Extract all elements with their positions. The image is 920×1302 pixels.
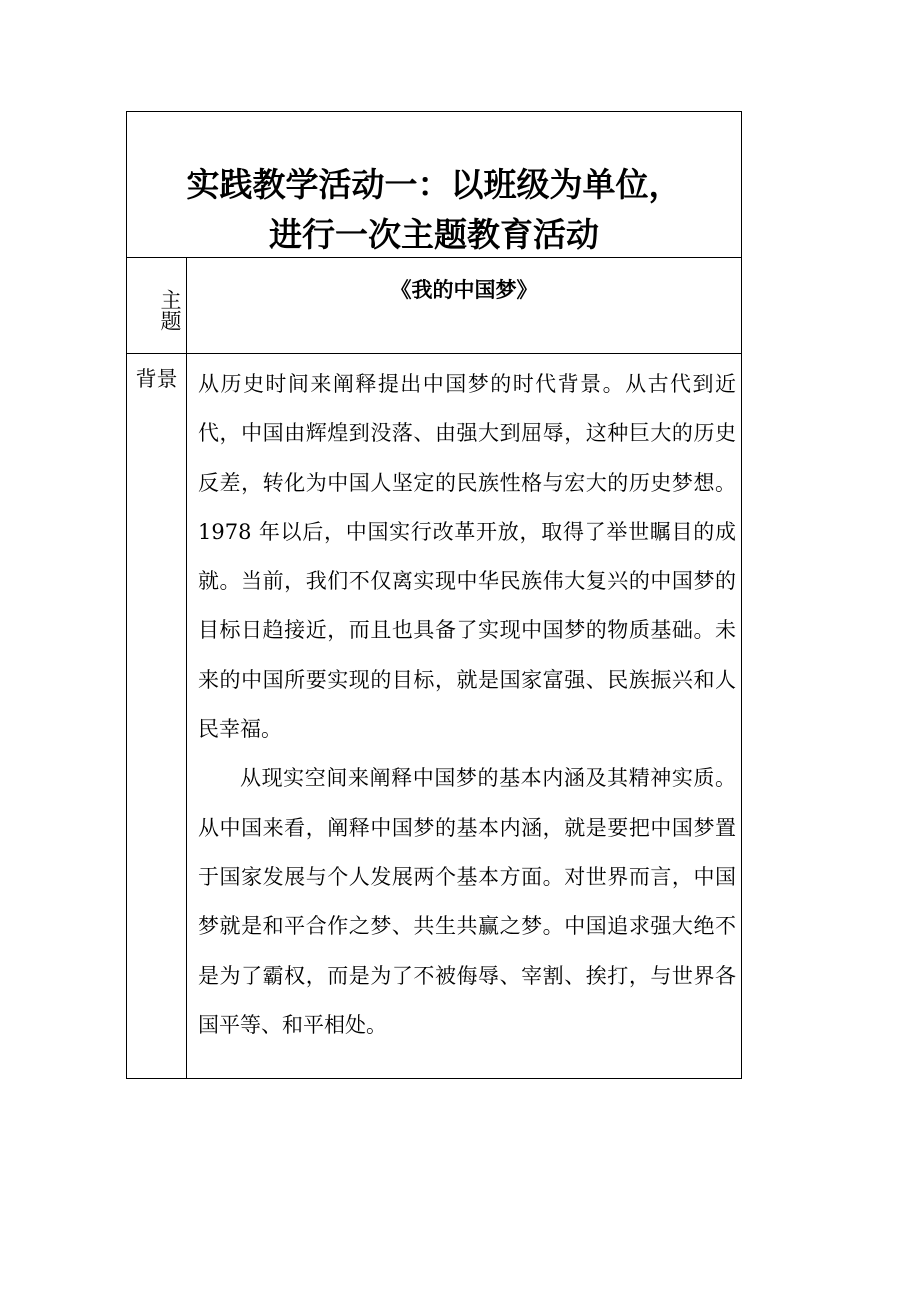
title-row <box>127 112 741 258</box>
activity-table <box>126 111 742 1079</box>
background-paragraph-2: 从现实空间来阐释中国梦的基本内涵及其精神实质。从中国来看，阐释中国梦的基本内涵，就是要把中国梦置于国家发展与个人发展两个基本方面。对世界而言，中国梦就是和平合作之梦、共生共赢之梦。中国追求强大绝不是为了霸权，而是为了不被侮辱、宰割、挨打，与世界各国平等、和平相处。 <box>198 766 736 1037</box>
background-paragraph-1: 从历史时间来阐释提出中国梦的时代背景。从古代到近代，中国由辉煌到没落、由强大到屈辱，这种巨大的历史反差，转化为中国人坚定的民族性格与宏大的历史梦想。1978 年以后，中国实行改革开放，取得了举世瞩目的成就。当前，我们不仅离实现中华民族伟大复兴的中国梦的目标日趋接近，而且也具备了实现中国梦的物质基础。未来的中国所要实现的目标，就是国家富强、民族振兴和人民幸福。 <box>198 372 736 742</box>
document-title-line-1: 实践教学活动一：以班级为单位， <box>186 165 682 204</box>
theme-row <box>127 258 741 354</box>
background-content <box>198 360 736 1050</box>
background-label: 背景 <box>135 367 178 391</box>
theme-value: 《我的中国梦》 <box>390 278 538 302</box>
document-title-line-2: 进行一次主题教育活动 <box>269 215 599 254</box>
theme-label: 主题 <box>158 289 182 331</box>
column-divider <box>186 258 187 1078</box>
